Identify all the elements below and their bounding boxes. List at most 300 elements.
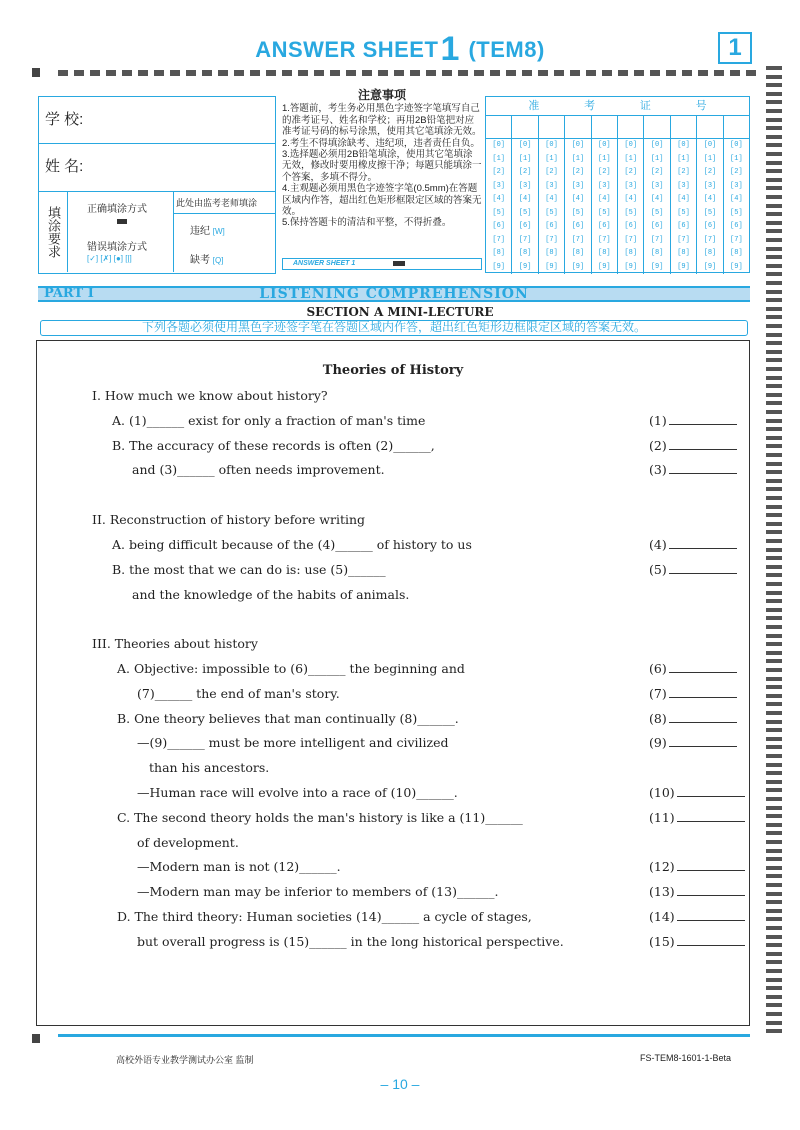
ticket-digit-bubble[interactable]: [7] xyxy=(677,235,690,244)
top-timing-marks xyxy=(58,70,758,76)
ticket-digit-write-box[interactable] xyxy=(486,116,511,139)
answer-blank[interactable] xyxy=(649,934,745,949)
name-field[interactable] xyxy=(38,144,276,192)
timing-mark xyxy=(766,530,782,534)
ticket-digit-bubble[interactable]: [1] xyxy=(730,154,743,163)
ticket-digit-bubble[interactable]: [8] xyxy=(598,249,611,257)
timing-mark xyxy=(766,754,782,758)
ticket-digit-bubble[interactable]: [0] xyxy=(571,141,585,149)
answer-number: (11) xyxy=(649,810,675,825)
ticket-digit-bubble[interactable]: [9] xyxy=(624,262,638,271)
note-item: 2.考生不得填涂缺考、违纪项，违者责任自负。 xyxy=(282,137,480,149)
ticket-digit-bubble[interactable]: [6] xyxy=(492,222,505,230)
ticket-digit-bubble[interactable]: [2] xyxy=(703,168,717,176)
answer-blank[interactable] xyxy=(649,686,737,701)
timing-mark xyxy=(766,737,782,741)
ticket-digit-bubble[interactable]: [4] xyxy=(730,195,743,203)
answer-blank[interactable] xyxy=(649,859,745,874)
timing-mark xyxy=(766,272,782,276)
ticket-digit-bubble[interactable]: [2] xyxy=(571,168,585,176)
notes-heading: 注意事项 xyxy=(357,88,406,102)
timing-mark xyxy=(766,616,782,620)
ticket-digit-bubble[interactable]: [2] xyxy=(492,168,505,176)
outline-line: but overall progress is (15)______ in the long historical perspective. xyxy=(137,934,564,949)
ticket-digit-bubble[interactable]: [8] xyxy=(650,249,664,257)
ticket-digit-bubble[interactable]: [2] xyxy=(624,168,638,176)
corner-marker xyxy=(32,68,40,77)
timing-mark xyxy=(766,453,782,457)
outline-line: and the knowledge of the habits of animals. xyxy=(132,587,410,602)
timing-mark xyxy=(766,591,782,595)
ticket-digit-bubble[interactable]: [3] xyxy=(518,181,532,190)
answer-number: (1) xyxy=(649,413,667,428)
timing-mark xyxy=(766,444,782,448)
timing-mark xyxy=(766,367,782,371)
ticket-digit-bubble[interactable]: [6] xyxy=(571,222,585,230)
ticket-digit-write-box[interactable] xyxy=(618,116,643,139)
timing-mark xyxy=(766,1003,782,1007)
answer-number: (10) xyxy=(649,785,675,800)
timing-mark xyxy=(766,126,782,130)
timing-mark xyxy=(766,702,782,706)
timing-mark xyxy=(766,634,782,638)
answer-blank[interactable] xyxy=(649,785,745,800)
ticket-digit-bubble[interactable]: [5] xyxy=(677,208,690,217)
timing-mark xyxy=(766,195,782,199)
ticket-digit-bubble[interactable]: [8] xyxy=(624,249,638,257)
ticket-digit-write-box[interactable] xyxy=(565,116,590,139)
timing-mark xyxy=(766,255,782,259)
footer-publisher: 高校外语专业教学测试办公室 监制 xyxy=(116,1055,254,1065)
ticket-digit-bubble[interactable]: [4] xyxy=(650,195,664,203)
timing-mark xyxy=(766,384,782,388)
timing-mark xyxy=(766,771,782,775)
ticket-digit-bubble[interactable]: [8] xyxy=(571,249,585,257)
ticket-digit-bubble[interactable]: [5] xyxy=(571,208,585,217)
ticket-digit-bubble[interactable]: [0] xyxy=(650,141,664,149)
ticket-digit-column xyxy=(592,116,618,274)
timing-mark xyxy=(766,427,782,431)
ticket-digit-column xyxy=(618,116,644,274)
timing-mark xyxy=(766,135,782,139)
answer-blank[interactable] xyxy=(649,810,745,825)
ticket-digit-bubble[interactable]: [4] xyxy=(703,195,717,203)
ticket-digit-bubble[interactable]: [2] xyxy=(545,168,558,176)
ticket-digit-bubble[interactable]: [3] xyxy=(492,181,505,190)
ticket-digit-bubble[interactable]: [1] xyxy=(624,154,638,163)
ticket-digit-bubble[interactable]: [6] xyxy=(598,222,611,230)
ticket-digit-bubble[interactable]: [9] xyxy=(703,262,717,271)
timing-mark xyxy=(766,376,782,380)
ticket-digit-bubble[interactable]: [4] xyxy=(624,195,638,203)
sheet-title xyxy=(0,30,800,69)
timing-mark xyxy=(766,496,782,500)
timing-mark xyxy=(766,212,782,216)
ticket-digit-bubble[interactable]: [4] xyxy=(518,195,532,203)
timing-mark xyxy=(766,83,782,87)
ticket-digit-bubble[interactable]: [5] xyxy=(598,208,611,217)
answer-area xyxy=(36,340,750,1026)
ticket-digit-bubble[interactable]: [9] xyxy=(571,262,585,271)
ticket-digit-bubble[interactable]: [9] xyxy=(677,262,690,271)
bottom-rule xyxy=(58,1034,750,1037)
timing-mark xyxy=(766,505,782,509)
ticket-header-char: 准 xyxy=(528,100,540,112)
timing-mark xyxy=(766,797,782,801)
fill-req-label: 填涂要求 xyxy=(39,192,68,272)
ticket-digit-bubble[interactable]: [7] xyxy=(545,235,558,244)
ticket-digit-bubble[interactable]: [9] xyxy=(598,262,611,271)
timing-mark xyxy=(766,677,782,681)
ticket-digit-bubble[interactable]: [7] xyxy=(730,235,743,244)
ticket-digit-bubble[interactable]: [5] xyxy=(518,208,532,217)
timing-mark xyxy=(766,548,782,552)
answer-number: (3) xyxy=(649,462,667,477)
outline-line: of development. xyxy=(137,835,239,850)
ticket-digit-bubble[interactable]: [6] xyxy=(650,222,664,230)
absent-mark: [Q] xyxy=(212,256,224,265)
timing-mark xyxy=(766,926,782,930)
ticket-digit-column xyxy=(644,116,670,274)
note-item: 3.选择题必须用2B铅笔填涂，使用其它笔填涂无效，修改时要用橡皮擦干净；每题只能填涂一个答案，多填不得分。 xyxy=(282,149,482,183)
ticket-header xyxy=(486,97,749,116)
ticket-digit-bubble[interactable]: [4] xyxy=(677,195,690,203)
timing-mark xyxy=(766,401,782,405)
answer-blank[interactable] xyxy=(649,562,737,577)
ticket-digit-write-box[interactable] xyxy=(539,116,564,139)
timing-mark xyxy=(766,728,782,732)
answer-blank[interactable] xyxy=(649,711,737,726)
ticket-digit-bubble[interactable]: [7] xyxy=(598,235,611,244)
answer-number: (12) xyxy=(649,859,675,874)
timing-mark xyxy=(766,874,782,878)
timing-mark xyxy=(766,264,782,268)
ticket-digit-column xyxy=(565,116,591,274)
timing-mark xyxy=(766,247,782,251)
timing-mark xyxy=(766,1012,782,1016)
answer-number: (15) xyxy=(649,934,675,949)
outline-line: —Modern man is not (12)______. xyxy=(137,859,341,874)
ticket-digit-bubble[interactable]: [6] xyxy=(677,222,690,230)
ticket-digit-bubble[interactable]: [2] xyxy=(518,168,532,176)
note-item: 5.保持答题卡的清洁和平整，不得折叠。 xyxy=(282,217,452,229)
outline-line: D. The third theory: Human societies (14)______ a cycle of stages, xyxy=(117,909,532,924)
ticket-digit-bubble[interactable]: [7] xyxy=(703,235,717,244)
timing-mark xyxy=(766,694,782,698)
ticket-digit-bubble[interactable]: [5] xyxy=(492,208,505,217)
timing-mark xyxy=(766,806,782,810)
timing-mark xyxy=(766,178,782,182)
ticket-columns xyxy=(486,116,749,274)
lecture-title: Theories of History xyxy=(322,363,464,378)
outline-line: A. Objective: impossible to (6)______ the beginning and xyxy=(117,661,465,676)
ticket-digit-bubble[interactable]: [5] xyxy=(650,208,664,217)
ticket-digit-bubble[interactable]: [5] xyxy=(730,208,743,217)
title-suffix: (TEM8) xyxy=(468,37,545,62)
timing-mark xyxy=(766,582,782,586)
strip-mark xyxy=(393,261,405,266)
timing-mark xyxy=(766,857,782,861)
ticket-digit-bubble[interactable]: [0] xyxy=(598,141,611,149)
answer-blank[interactable] xyxy=(649,413,737,428)
ticket-digit-column xyxy=(539,116,565,274)
note-item: 4.主观题必须用黑色字迹签字笔(0.5mm)在答题区域内作答，超出红色矩形框限定区域的答案无效。 xyxy=(282,183,482,218)
timing-mark xyxy=(766,393,782,397)
ticket-digit-bubble[interactable]: [5] xyxy=(624,208,638,217)
ticket-digit-bubble[interactable]: [6] xyxy=(703,222,717,230)
ticket-digit-bubble[interactable]: [8] xyxy=(518,249,532,257)
timing-mark xyxy=(766,952,782,956)
timing-mark xyxy=(766,350,782,354)
answer-blank[interactable] xyxy=(649,438,737,453)
answer-number: (14) xyxy=(649,909,675,924)
answer-number: (6) xyxy=(649,661,667,676)
timing-mark xyxy=(766,1021,782,1025)
ticket-digit-bubble[interactable]: [3] xyxy=(730,181,743,190)
timing-mark xyxy=(766,720,782,724)
ticket-digit-bubble[interactable]: [7] xyxy=(492,235,505,244)
proctor-label: 此处由监考老师填涂 xyxy=(174,192,276,214)
ticket-digit-bubble[interactable]: [9] xyxy=(492,262,505,271)
timing-mark xyxy=(766,333,782,337)
timing-mark xyxy=(766,169,782,173)
section-title: SECTION A MINI-LECTURE xyxy=(306,305,494,319)
timing-mark xyxy=(766,883,782,887)
ticket-digit-bubble[interactable]: [7] xyxy=(650,235,664,244)
ticket-digit-write-box[interactable] xyxy=(671,116,696,139)
timing-mark xyxy=(766,763,782,767)
timing-mark xyxy=(766,143,782,147)
ticket-digit-bubble[interactable]: [2] xyxy=(730,168,743,176)
ticket-digit-bubble[interactable]: [2] xyxy=(677,168,690,176)
ticket-digit-bubble[interactable]: [0] xyxy=(677,141,690,149)
ticket-digit-column xyxy=(512,116,538,274)
answer-blank[interactable] xyxy=(649,735,737,750)
ticket-digit-bubble[interactable]: [9] xyxy=(650,262,664,271)
timing-mark xyxy=(766,100,782,104)
timing-mark xyxy=(766,204,782,208)
ticket-digit-bubble[interactable]: [8] xyxy=(677,249,690,257)
ticket-digit-bubble[interactable]: [8] xyxy=(545,249,558,257)
timing-mark xyxy=(766,659,782,663)
ticket-digit-bubble[interactable]: [5] xyxy=(703,208,717,217)
timing-mark xyxy=(766,573,782,577)
timing-mark xyxy=(766,358,782,362)
answer-area-warning: 下列各题必须使用黑色字迹签字笔在答题区域内作答，超出红色矩形边框限定区域的答案无效。 xyxy=(40,320,748,336)
answer-blank[interactable] xyxy=(649,884,745,899)
ticket-digit-bubble[interactable]: [3] xyxy=(677,181,690,190)
ticket-digit-bubble[interactable]: [1] xyxy=(677,154,690,163)
outline-line: (7)______ the end of man's story. xyxy=(137,686,340,701)
ticket-digit-bubble[interactable]: [7] xyxy=(518,235,532,244)
ticket-digit-bubble[interactable]: [0] xyxy=(703,141,717,149)
timing-mark xyxy=(766,823,782,827)
violation-row[interactable] xyxy=(190,222,276,237)
ticket-digit-bubble[interactable]: [2] xyxy=(598,168,611,176)
timing-mark xyxy=(766,539,782,543)
timing-mark xyxy=(766,685,782,689)
timing-mark xyxy=(766,462,782,466)
outline-line: C. The second theory holds the man's history is like a (11)______ xyxy=(117,810,523,825)
timing-mark xyxy=(766,917,782,921)
timing-mark xyxy=(766,711,782,715)
timing-mark xyxy=(766,960,782,964)
ticket-digit-bubble[interactable]: [1] xyxy=(650,154,664,163)
ticket-digit-bubble[interactable]: [9] xyxy=(730,262,743,271)
part-label: PART I xyxy=(44,286,94,301)
timing-mark xyxy=(766,221,782,225)
sheet-number-box: 1 xyxy=(718,32,752,64)
timing-mark xyxy=(766,410,782,414)
ticket-digit-bubble[interactable]: [9] xyxy=(545,262,558,271)
ticket-digit-bubble[interactable]: [4] xyxy=(598,195,611,203)
timing-mark xyxy=(766,840,782,844)
timing-mark xyxy=(766,92,782,96)
timing-mark xyxy=(766,161,782,165)
timing-mark xyxy=(766,935,782,939)
ticket-header-char: 证 xyxy=(639,100,651,112)
timing-mark xyxy=(766,978,782,982)
ticket-digit-bubble[interactable]: [6] xyxy=(624,222,638,230)
ticket-digit-bubble[interactable]: [6] xyxy=(730,222,743,230)
ticket-digit-bubble[interactable]: [7] xyxy=(624,235,638,244)
violation-mark: [W] xyxy=(212,227,225,236)
ticket-digit-write-box[interactable] xyxy=(592,116,617,139)
timing-mark xyxy=(766,436,782,440)
timing-mark xyxy=(766,324,782,328)
timing-mark xyxy=(766,470,782,474)
answer-number: (13) xyxy=(649,884,675,899)
ticket-digit-write-box[interactable] xyxy=(644,116,669,139)
ticket-digit-bubble[interactable]: [3] xyxy=(650,181,664,190)
correct-fill-sample xyxy=(117,219,127,224)
answer-sheet-strip xyxy=(282,258,482,270)
timing-mark xyxy=(766,522,782,526)
ticket-digit-bubble[interactable]: [0] xyxy=(624,141,638,149)
answer-blank[interactable] xyxy=(649,537,737,552)
timing-mark xyxy=(766,651,782,655)
part-title: LISTENING COMPREHENSION xyxy=(259,286,529,302)
outline-line: than his ancestors. xyxy=(149,760,270,775)
outline-line: III. Theories about history xyxy=(92,636,258,651)
ticket-digit-bubble[interactable]: [0] xyxy=(545,141,558,149)
timing-mark xyxy=(766,118,782,122)
timing-mark xyxy=(766,943,782,947)
timing-mark xyxy=(766,238,782,242)
timing-mark xyxy=(766,668,782,672)
ticket-digit-bubble[interactable]: [4] xyxy=(545,195,558,203)
footer-code: FS-TEM8-1601-1-Beta xyxy=(640,1053,732,1063)
outline-line: B. One theory believes that man continually (8)______. xyxy=(117,711,459,726)
ticket-digit-bubble[interactable]: [0] xyxy=(518,141,532,149)
ticket-digit-bubble[interactable]: [1] xyxy=(545,154,558,163)
ticket-digit-bubble[interactable]: [3] xyxy=(571,181,585,190)
wrong-fill-label: 错误填涂方式 xyxy=(87,242,147,253)
ticket-digit-bubble[interactable]: [2] xyxy=(650,168,664,176)
ticket-digit-column xyxy=(697,116,723,274)
ticket-digit-bubble[interactable]: [0] xyxy=(492,141,505,149)
answer-number: (5) xyxy=(649,562,667,577)
timing-mark xyxy=(766,642,782,646)
outline-line: A. (1)______ exist for only a fraction of man's time xyxy=(112,413,426,428)
timing-mark xyxy=(766,513,782,517)
timing-mark xyxy=(766,599,782,603)
ticket-digit-write-box[interactable] xyxy=(724,116,749,139)
timing-mark xyxy=(766,892,782,896)
timing-mark xyxy=(766,341,782,345)
school-field[interactable] xyxy=(38,96,276,144)
answer-number: (8) xyxy=(649,711,667,726)
timing-mark xyxy=(766,479,782,483)
ticket-digit-bubble[interactable]: [8] xyxy=(703,249,717,257)
outline-line: B. The accuracy of these records is often (2)______, xyxy=(112,438,435,453)
ticket-digit-bubble[interactable]: [6] xyxy=(545,222,558,230)
answer-blank[interactable] xyxy=(649,661,737,676)
timing-mark xyxy=(766,986,782,990)
ticket-digit-write-box[interactable] xyxy=(697,116,722,139)
ticket-digit-bubble[interactable]: [9] xyxy=(518,262,532,271)
ticket-digit-column xyxy=(671,116,697,274)
ticket-digit-bubble[interactable]: [8] xyxy=(492,249,505,257)
ticket-digit-bubble[interactable]: [1] xyxy=(598,154,611,163)
timing-mark xyxy=(766,995,782,999)
ticket-digit-bubble[interactable]: [4] xyxy=(492,195,505,203)
ticket-digit-bubble[interactable]: [8] xyxy=(730,249,743,257)
outline-line: II. Reconstruction of history before writing xyxy=(92,512,366,527)
answer-number: (9) xyxy=(649,735,667,750)
outline-line: I. How much we know about history? xyxy=(92,388,328,403)
ticket-digit-bubble[interactable]: [0] xyxy=(730,141,743,149)
timing-mark xyxy=(766,290,782,294)
ticket-digit-bubble[interactable]: [6] xyxy=(518,222,532,230)
ticket-digit-column xyxy=(486,116,512,274)
wrong-fill-examples: [✓] [✗] [●] [|] xyxy=(87,254,132,263)
answer-number: (7) xyxy=(649,686,667,701)
part-banner xyxy=(38,286,750,302)
proctor-box xyxy=(173,192,276,272)
timing-mark xyxy=(766,298,782,302)
ticket-digit-bubble[interactable]: [3] xyxy=(545,181,558,190)
timing-mark xyxy=(766,608,782,612)
ticket-digit-write-box[interactable] xyxy=(512,116,537,139)
timing-mark xyxy=(766,66,782,70)
answer-blank[interactable] xyxy=(649,909,745,924)
timing-mark xyxy=(766,745,782,749)
strip-label: ANSWER SHEET 1 xyxy=(293,260,356,267)
absent-label: 缺考 xyxy=(190,255,210,266)
answer-number: (4) xyxy=(649,537,667,552)
ticket-digit-bubble[interactable]: [3] xyxy=(703,181,717,190)
ticket-digit-column xyxy=(724,116,749,274)
ticket-digit-bubble[interactable]: [1] xyxy=(703,154,717,163)
timing-mark xyxy=(766,625,782,629)
ticket-digit-bubble[interactable]: [4] xyxy=(571,195,585,203)
ticket-digit-bubble[interactable]: [1] xyxy=(492,154,505,163)
timing-mark xyxy=(766,780,782,784)
absent-row[interactable] xyxy=(190,251,276,266)
name-label: 姓 名: xyxy=(45,158,84,175)
page-number: – 10 – xyxy=(380,1076,420,1092)
ticket-digit-bubble[interactable]: [5] xyxy=(545,208,558,217)
ticket-digit-bubble[interactable]: [3] xyxy=(624,181,638,190)
ticket-digit-bubble[interactable]: [1] xyxy=(518,154,532,163)
ticket-digit-bubble[interactable]: [1] xyxy=(571,154,585,163)
timing-mark xyxy=(766,487,782,491)
ticket-digit-bubble[interactable]: [7] xyxy=(571,235,585,244)
answer-blank[interactable] xyxy=(649,462,737,477)
ticket-digit-bubble[interactable]: [3] xyxy=(598,181,611,190)
timing-mark xyxy=(766,419,782,423)
